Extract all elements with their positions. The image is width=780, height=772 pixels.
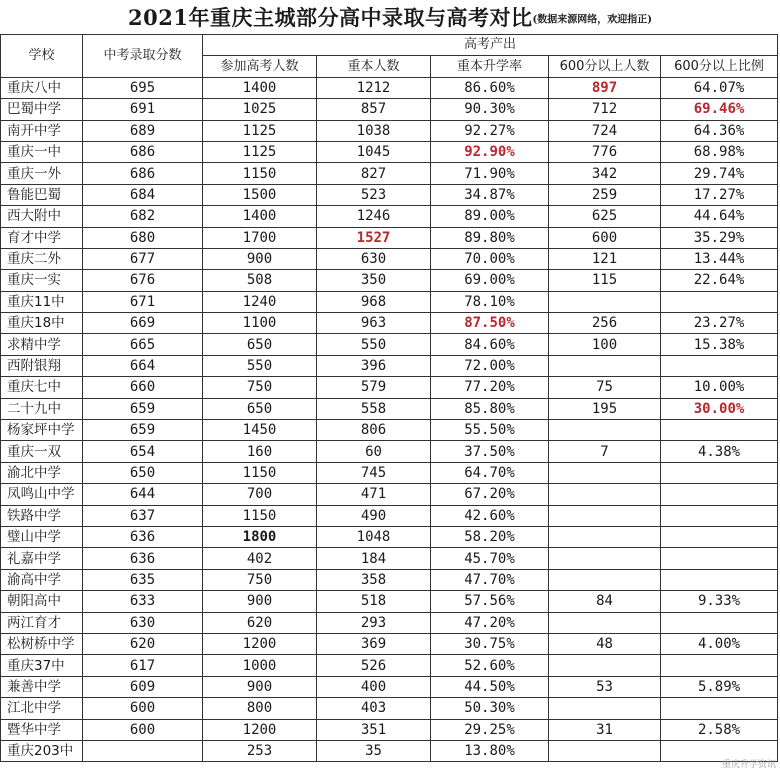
cell-key-rate: 55.50% — [431, 420, 549, 441]
cell-zhongkao-score: 600 — [83, 719, 203, 740]
cell-takers: 160 — [203, 441, 317, 462]
cell-school: 求精中学 — [1, 334, 83, 355]
cell-key-rate: 78.10% — [431, 291, 549, 312]
cell-600-count: 342 — [549, 163, 661, 184]
cell-key-count: 471 — [317, 484, 431, 505]
table-row — [1, 548, 778, 569]
cell-school: 礼嘉中学 — [1, 548, 83, 569]
cell-takers: 1400 — [203, 206, 317, 227]
cell-takers: 1800 — [203, 526, 317, 547]
table-row — [1, 206, 778, 227]
table-row — [1, 313, 778, 334]
table-row — [1, 441, 778, 462]
cell-school: 重庆一双 — [1, 441, 83, 462]
table-row — [1, 462, 778, 483]
cell-key-count: 550 — [317, 334, 431, 355]
cell-600-ratio — [661, 505, 778, 526]
cell-school: 两江育才 — [1, 612, 83, 633]
cell-takers: 750 — [203, 377, 317, 398]
cell-600-count: 259 — [549, 184, 661, 205]
cell-school: 凤鸣山中学 — [1, 484, 83, 505]
table-row — [1, 99, 778, 120]
cell-school: 育才中学 — [1, 227, 83, 248]
cell-600-count — [549, 526, 661, 547]
table-row — [1, 120, 778, 141]
cell-key-rate: 64.70% — [431, 462, 549, 483]
col-header-zhongkao: 中考录取分数 — [83, 35, 203, 78]
cell-600-count — [549, 698, 661, 719]
cell-600-ratio: 10.00% — [661, 377, 778, 398]
cell-key-rate: 34.87% — [431, 184, 549, 205]
cell-zhongkao-score: 680 — [83, 227, 203, 248]
table-row — [1, 484, 778, 505]
cell-600-count — [549, 569, 661, 590]
cell-key-count: 745 — [317, 462, 431, 483]
table-row — [1, 420, 778, 441]
cell-key-count: 403 — [317, 698, 431, 719]
cell-key-rate: 69.00% — [431, 270, 549, 291]
cell-takers: 1200 — [203, 719, 317, 740]
cell-zhongkao-score: 682 — [83, 206, 203, 227]
cell-600-ratio — [661, 462, 778, 483]
cell-takers: 900 — [203, 676, 317, 697]
cell-key-rate: 44.50% — [431, 676, 549, 697]
cell-key-count: 806 — [317, 420, 431, 441]
cell-key-rate: 77.20% — [431, 377, 549, 398]
cell-takers: 1125 — [203, 141, 317, 162]
cell-key-count: 857 — [317, 99, 431, 120]
table-row — [1, 569, 778, 590]
cell-600-ratio — [661, 698, 778, 719]
title-note: (数据来源网络，欢迎指正) — [532, 14, 652, 26]
cell-takers: 1500 — [203, 184, 317, 205]
cell-zhongkao-score: 677 — [83, 248, 203, 269]
cell-600-count: 31 — [549, 719, 661, 740]
cell-takers: 1200 — [203, 633, 317, 654]
cell-600-count: 195 — [549, 398, 661, 419]
cell-school: 重庆37中 — [1, 655, 83, 676]
table-row — [1, 227, 778, 248]
cell-zhongkao-score: 637 — [83, 505, 203, 526]
cell-key-count: 963 — [317, 313, 431, 334]
cell-600-ratio: 13.44% — [661, 248, 778, 269]
col-header-school: 学校 — [1, 35, 83, 78]
cell-takers: 508 — [203, 270, 317, 291]
cell-takers: 750 — [203, 569, 317, 590]
cell-600-count: 7 — [549, 441, 661, 462]
admission-table — [0, 34, 778, 762]
cell-zhongkao-score: 660 — [83, 377, 203, 398]
cell-600-count: 84 — [549, 591, 661, 612]
cell-school: 鲁能巴蜀 — [1, 184, 83, 205]
cell-key-count: 369 — [317, 633, 431, 654]
cell-zhongkao-score: 636 — [83, 548, 203, 569]
cell-takers: 620 — [203, 612, 317, 633]
cell-key-rate: 45.70% — [431, 548, 549, 569]
cell-600-ratio: 35.29% — [661, 227, 778, 248]
cell-key-rate: 89.00% — [431, 206, 549, 227]
cell-600-ratio: 17.27% — [661, 184, 778, 205]
cell-school: 兼善中学 — [1, 676, 83, 697]
cell-key-count: 1048 — [317, 526, 431, 547]
cell-school: 暨华中学 — [1, 719, 83, 740]
cell-600-ratio — [661, 420, 778, 441]
cell-600-ratio — [661, 291, 778, 312]
cell-takers: 650 — [203, 334, 317, 355]
cell-school: 杨家坪中学 — [1, 420, 83, 441]
cell-key-rate: 70.00% — [431, 248, 549, 269]
cell-600-ratio — [661, 655, 778, 676]
cell-key-count: 523 — [317, 184, 431, 205]
table-row — [1, 77, 778, 98]
cell-key-count: 184 — [317, 548, 431, 569]
cell-key-count: 1045 — [317, 141, 431, 162]
cell-600-ratio: 68.98% — [661, 141, 778, 162]
cell-key-count: 968 — [317, 291, 431, 312]
cell-zhongkao-score: 669 — [83, 313, 203, 334]
cell-key-count: 1212 — [317, 77, 431, 98]
table-row — [1, 355, 778, 376]
cell-zhongkao-score: 665 — [83, 334, 203, 355]
cell-600-ratio: 5.89% — [661, 676, 778, 697]
cell-600-count — [549, 505, 661, 526]
cell-zhongkao-score: 654 — [83, 441, 203, 462]
cell-takers: 650 — [203, 398, 317, 419]
cell-school: 重庆18中 — [1, 313, 83, 334]
table-body — [1, 77, 778, 762]
cell-school: 重庆203中 — [1, 740, 83, 761]
cell-zhongkao-score: 691 — [83, 99, 203, 120]
cell-600-count: 724 — [549, 120, 661, 141]
cell-key-count: 1527 — [317, 227, 431, 248]
cell-school: 渝高中学 — [1, 569, 83, 590]
cell-school: 重庆七中 — [1, 377, 83, 398]
cell-school: 重庆一中 — [1, 141, 83, 162]
cell-takers: 800 — [203, 698, 317, 719]
cell-key-count: 60 — [317, 441, 431, 462]
table-row — [1, 141, 778, 162]
cell-600-count — [549, 462, 661, 483]
cell-school: 璧山中学 — [1, 526, 83, 547]
cell-600-count: 100 — [549, 334, 661, 355]
cell-zhongkao-score: 689 — [83, 120, 203, 141]
cell-600-count: 600 — [549, 227, 661, 248]
col-header-rate: 重本升学率 — [431, 56, 549, 77]
cell-key-count: 1246 — [317, 206, 431, 227]
table-row — [1, 334, 778, 355]
cell-zhongkao-score: 630 — [83, 612, 203, 633]
cell-school: 松树桥中学 — [1, 633, 83, 654]
cell-600-ratio: 69.46% — [661, 99, 778, 120]
cell-zhongkao-score: 650 — [83, 462, 203, 483]
table-row — [1, 184, 778, 205]
cell-key-count: 558 — [317, 398, 431, 419]
cell-key-count: 518 — [317, 591, 431, 612]
table-row — [1, 591, 778, 612]
table-row — [1, 505, 778, 526]
cell-key-rate: 86.60% — [431, 77, 549, 98]
cell-key-rate: 57.56% — [431, 591, 549, 612]
cell-zhongkao-score: 617 — [83, 655, 203, 676]
cell-key-rate: 87.50% — [431, 313, 549, 334]
col-header-n600: 600分以上人数 — [549, 56, 661, 77]
cell-key-rate: 42.60% — [431, 505, 549, 526]
cell-takers: 1150 — [203, 505, 317, 526]
cell-takers: 1125 — [203, 120, 317, 141]
table-row — [1, 163, 778, 184]
cell-key-rate: 47.70% — [431, 569, 549, 590]
cell-takers: 1150 — [203, 462, 317, 483]
cell-600-ratio: 15.38% — [661, 334, 778, 355]
cell-600-count — [549, 291, 661, 312]
cell-key-count: 35 — [317, 740, 431, 761]
col-header-p600: 600分以上比例 — [661, 56, 778, 77]
cell-takers: 900 — [203, 248, 317, 269]
cell-school: 重庆一实 — [1, 270, 83, 291]
table-row — [1, 291, 778, 312]
cell-600-ratio — [661, 355, 778, 376]
cell-600-count — [549, 612, 661, 633]
cell-zhongkao-score: 676 — [83, 270, 203, 291]
cell-key-count: 827 — [317, 163, 431, 184]
cell-600-ratio: 9.33% — [661, 591, 778, 612]
cell-takers: 1000 — [203, 655, 317, 676]
col-header-takers: 参加高考人数 — [203, 56, 317, 77]
table-row — [1, 248, 778, 269]
table-row — [1, 398, 778, 419]
cell-school: 巴蜀中学 — [1, 99, 83, 120]
table-row — [1, 719, 778, 740]
cell-school: 重庆一外 — [1, 163, 83, 184]
cell-zhongkao-score: 671 — [83, 291, 203, 312]
cell-600-count — [549, 484, 661, 505]
cell-takers: 700 — [203, 484, 317, 505]
cell-key-rate: 84.60% — [431, 334, 549, 355]
cell-takers: 1100 — [203, 313, 317, 334]
cell-600-ratio: 30.00% — [661, 398, 778, 419]
cell-takers: 1700 — [203, 227, 317, 248]
cell-600-ratio: 4.38% — [661, 441, 778, 462]
cell-takers: 402 — [203, 548, 317, 569]
cell-key-rate: 47.20% — [431, 612, 549, 633]
cell-zhongkao-score: 609 — [83, 676, 203, 697]
cell-key-count: 490 — [317, 505, 431, 526]
cell-600-ratio: 29.74% — [661, 163, 778, 184]
cell-600-ratio — [661, 484, 778, 505]
cell-600-count — [549, 548, 661, 569]
cell-600-count: 121 — [549, 248, 661, 269]
cell-zhongkao-score: 659 — [83, 398, 203, 419]
cell-zhongkao-score: 695 — [83, 77, 203, 98]
page-title — [0, 0, 780, 36]
cell-key-count: 350 — [317, 270, 431, 291]
cell-zhongkao-score: 620 — [83, 633, 203, 654]
cell-key-rate: 71.90% — [431, 163, 549, 184]
cell-600-ratio: 64.07% — [661, 77, 778, 98]
col-header-group: 高考产出 — [203, 35, 778, 56]
cell-takers: 1400 — [203, 77, 317, 98]
table-row — [1, 612, 778, 633]
cell-takers: 1150 — [203, 163, 317, 184]
cell-600-ratio: 44.64% — [661, 206, 778, 227]
header-row-1 — [1, 35, 778, 56]
cell-takers: 1025 — [203, 99, 317, 120]
cell-key-rate: 72.00% — [431, 355, 549, 376]
table-row — [1, 676, 778, 697]
cell-key-rate: 37.50% — [431, 441, 549, 462]
cell-zhongkao-score: 659 — [83, 420, 203, 441]
cell-600-count: 75 — [549, 377, 661, 398]
cell-600-ratio — [661, 612, 778, 633]
cell-key-rate: 85.80% — [431, 398, 549, 419]
cell-600-ratio: 23.27% — [661, 313, 778, 334]
title-main: 2021年重庆主城部分高中录取与高考对比 — [128, 5, 533, 30]
cell-zhongkao-score: 636 — [83, 526, 203, 547]
cell-key-rate: 58.20% — [431, 526, 549, 547]
cell-key-rate: 29.25% — [431, 719, 549, 740]
cell-key-rate: 90.30% — [431, 99, 549, 120]
cell-600-count: 48 — [549, 633, 661, 654]
col-header-key: 重本人数 — [317, 56, 431, 77]
cell-key-count: 630 — [317, 248, 431, 269]
cell-600-count: 53 — [549, 676, 661, 697]
watermark: 重庆升学资讯 — [721, 760, 776, 770]
cell-600-count — [549, 655, 661, 676]
cell-600-count: 712 — [549, 99, 661, 120]
cell-600-ratio: 64.36% — [661, 120, 778, 141]
cell-school: 重庆11中 — [1, 291, 83, 312]
cell-600-count: 776 — [549, 141, 661, 162]
cell-key-rate: 52.60% — [431, 655, 549, 676]
cell-600-count: 115 — [549, 270, 661, 291]
table-row — [1, 698, 778, 719]
cell-600-ratio: 22.64% — [661, 270, 778, 291]
cell-school: 铁路中学 — [1, 505, 83, 526]
cell-key-rate: 50.30% — [431, 698, 549, 719]
cell-school: 重庆二外 — [1, 248, 83, 269]
cell-key-count: 579 — [317, 377, 431, 398]
cell-zhongkao-score: 664 — [83, 355, 203, 376]
cell-key-rate: 92.27% — [431, 120, 549, 141]
cell-school: 渝北中学 — [1, 462, 83, 483]
cell-zhongkao-score — [83, 740, 203, 761]
cell-key-count: 293 — [317, 612, 431, 633]
cell-600-count — [549, 355, 661, 376]
cell-takers: 1240 — [203, 291, 317, 312]
cell-key-rate: 13.80% — [431, 740, 549, 761]
cell-takers: 550 — [203, 355, 317, 376]
cell-600-count — [549, 740, 661, 761]
cell-school: 西附银翔 — [1, 355, 83, 376]
table-row — [1, 655, 778, 676]
cell-key-count: 396 — [317, 355, 431, 376]
cell-school: 重庆八中 — [1, 77, 83, 98]
cell-600-ratio — [661, 548, 778, 569]
cell-600-count — [549, 420, 661, 441]
cell-takers: 1450 — [203, 420, 317, 441]
cell-key-rate: 92.90% — [431, 141, 549, 162]
cell-600-ratio — [661, 569, 778, 590]
table-row — [1, 633, 778, 654]
cell-key-rate: 89.80% — [431, 227, 549, 248]
cell-takers: 900 — [203, 591, 317, 612]
table-row — [1, 526, 778, 547]
cell-zhongkao-score: 686 — [83, 141, 203, 162]
cell-zhongkao-score: 686 — [83, 163, 203, 184]
cell-600-count: 897 — [549, 77, 661, 98]
cell-600-ratio: 2.58% — [661, 719, 778, 740]
cell-key-count: 358 — [317, 569, 431, 590]
cell-600-ratio — [661, 526, 778, 547]
cell-key-count: 351 — [317, 719, 431, 740]
cell-600-count: 625 — [549, 206, 661, 227]
cell-zhongkao-score: 684 — [83, 184, 203, 205]
cell-zhongkao-score: 600 — [83, 698, 203, 719]
table-row — [1, 270, 778, 291]
cell-zhongkao-score: 633 — [83, 591, 203, 612]
cell-school: 江北中学 — [1, 698, 83, 719]
cell-key-count: 1038 — [317, 120, 431, 141]
cell-key-count: 400 — [317, 676, 431, 697]
cell-key-rate: 30.75% — [431, 633, 549, 654]
cell-school: 二十九中 — [1, 398, 83, 419]
cell-600-ratio: 4.00% — [661, 633, 778, 654]
table-row — [1, 740, 778, 761]
cell-zhongkao-score: 635 — [83, 569, 203, 590]
cell-key-rate: 67.20% — [431, 484, 549, 505]
cell-key-count: 526 — [317, 655, 431, 676]
cell-school: 西大附中 — [1, 206, 83, 227]
cell-zhongkao-score: 644 — [83, 484, 203, 505]
cell-takers: 253 — [203, 740, 317, 761]
table-row — [1, 377, 778, 398]
cell-600-count: 256 — [549, 313, 661, 334]
cell-school: 朝阳高中 — [1, 591, 83, 612]
cell-school: 南开中学 — [1, 120, 83, 141]
